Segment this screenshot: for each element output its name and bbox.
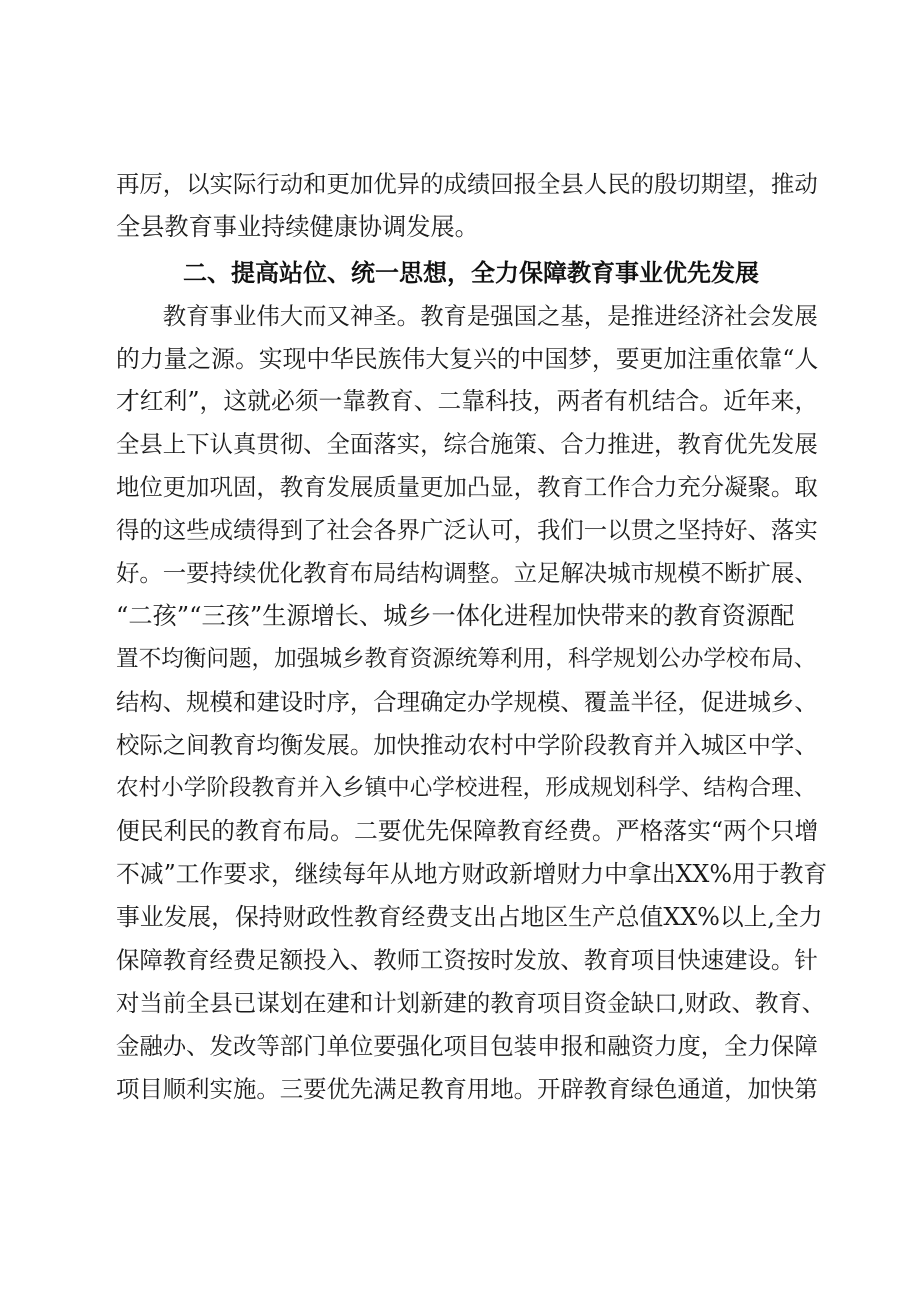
- paragraph-line: 保障教育经费足额投入、教师工资按时发放、教育项目快速建设。针: [116, 946, 818, 974]
- paragraph-line: 结构、规模和建设时序，合理确定办学规模、覆盖半径，促进城乡、: [116, 688, 818, 716]
- paragraph-line: 置不均衡问题，加强城乡教育资源统筹利用，科学规划公办学校布局、: [116, 646, 817, 672]
- paragraph-line: 全县上下认真贯彻、全面落实，综合施策、合力推进，教育优先发展: [116, 430, 818, 458]
- paragraph-line: 项目顺利实施。三要优先满足教育用地。开辟教育绿色通道，加快第: [116, 1075, 818, 1103]
- paragraph-line: 教育事业伟大而又神圣。教育是强国之基，是推进经济社会发展: [116, 302, 818, 330]
- paragraph-line: 地位更加巩固，教育发展质量更加凸显，教育工作合力充分凝聚。取: [116, 473, 818, 501]
- paragraph-line: 的力量之源。实现中华民族伟大复兴的中国梦，要更加注重依靠“人: [116, 345, 819, 373]
- paragraph-line: 农村小学阶段教育并入乡镇中心学校进程，形成规划科学、结构合理、: [116, 775, 817, 801]
- section-heading: 二、提高站位、统一思想，全力保障教育事业优先发展: [183, 259, 759, 287]
- paragraph-line: 校际之间教育均衡发展。加快推动农村中学阶段教育并入城区中学、: [116, 731, 818, 759]
- paragraph-line: “二孩”“三孩”生源增长、城乡一体化进程加快带来的教育资源配: [116, 602, 795, 630]
- paragraph-line: 对当前全县已谋划在建和计划新建的教育项目资金缺口,财政、教育、: [116, 989, 826, 1017]
- paragraph-line: 便民利民的教育布局。二要优先保障教育经费。严格落实“两个只增: [116, 817, 819, 845]
- paragraph-line: 事业发展，保持财政性教育经费支出占地区生产总值XX%以上,全力: [116, 903, 823, 931]
- paragraph-line: 金融办、发改等部门单位要强化项目包装申报和融资力度，全力保障: [116, 1032, 818, 1060]
- paragraph-line: 得的这些成绩得到了社会各界广泛认可，我们一以贯之坚持好、落实: [116, 516, 818, 544]
- paragraph-line: 才红利”，这就必须一靠教育、二靠科技，两者有机结合。近年来，: [116, 387, 819, 415]
- paragraph-line: 再厉，以实际行动和更加优异的成绩回报全县人民的殷切期望，推动: [116, 170, 818, 198]
- paragraph-line: 不减”工作要求，继续每年从地方财政新增财力中拿出XX%用于教育: [116, 860, 828, 888]
- paragraph-line: 好。一要持续优化教育布局结构调整。立足解决城市规模不断扩展、: [116, 559, 818, 587]
- paragraph-line: 全县教育事业持续健康协调发展。: [116, 213, 479, 241]
